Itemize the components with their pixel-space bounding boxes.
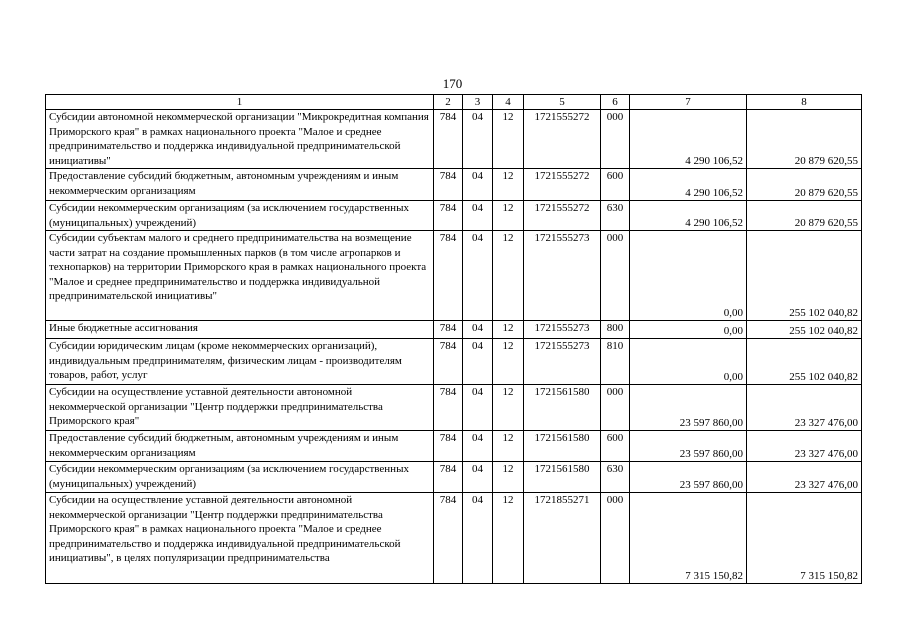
header-cell: 8 xyxy=(747,95,862,110)
row-name: Субсидии юридическим лицам (кроме некоммерческих организаций), индивидуальным предпринимателям, физическим лицам - производителям товаров, работ, услуг xyxy=(46,339,434,385)
row-col8: 20 879 620,55 xyxy=(747,169,862,201)
row-col2: 784 xyxy=(434,493,463,584)
row-col3: 04 xyxy=(463,385,493,431)
row-col2: 784 xyxy=(434,321,463,339)
table-row xyxy=(46,431,862,462)
row-col7: 7 315 150,82 xyxy=(630,493,747,584)
table-row xyxy=(46,110,862,169)
row-col2: 784 xyxy=(434,110,463,169)
row-col7: 0,00 xyxy=(630,339,747,385)
table-header-row xyxy=(46,95,862,110)
row-col8: 20 879 620,55 xyxy=(747,110,862,169)
row-col4: 12 xyxy=(493,385,524,431)
row-col5: 1721555272 xyxy=(524,169,601,201)
row-col4: 12 xyxy=(493,321,524,339)
row-col7: 4 290 106,52 xyxy=(630,201,747,231)
row-col6: 630 xyxy=(601,201,630,231)
row-col3: 04 xyxy=(463,339,493,385)
table-row xyxy=(46,201,862,231)
row-col7: 0,00 xyxy=(630,321,747,339)
row-col4: 12 xyxy=(493,169,524,201)
row-col8: 255 102 040,82 xyxy=(747,231,862,321)
row-col3: 04 xyxy=(463,110,493,169)
budget-table xyxy=(45,94,862,584)
table-row xyxy=(46,385,862,431)
table-row xyxy=(46,231,862,321)
row-name: Субсидии автономной некоммерческой организации "Микрокредитная компания Приморского края" в рамках национального проекта "Малое и среднее предпринимательство и поддержка индивидуальной предпринимательской инициативы" xyxy=(46,110,434,169)
row-col6: 630 xyxy=(601,462,630,493)
row-col8: 20 879 620,55 xyxy=(747,201,862,231)
table-row xyxy=(46,339,862,385)
row-col7: 23 597 860,00 xyxy=(630,462,747,493)
row-name: Субсидии некоммерческим организациям (за исключением государственных (муниципальных) учреждений) xyxy=(46,201,434,231)
row-col5: 1721555272 xyxy=(524,201,601,231)
row-col8: 7 315 150,82 xyxy=(747,493,862,584)
row-col7: 4 290 106,52 xyxy=(630,110,747,169)
row-col6: 000 xyxy=(601,385,630,431)
row-col5: 1721555273 xyxy=(524,231,601,321)
header-cell: 6 xyxy=(601,95,630,110)
row-col6: 000 xyxy=(601,110,630,169)
row-col4: 12 xyxy=(493,110,524,169)
row-col3: 04 xyxy=(463,169,493,201)
table-row xyxy=(46,321,862,339)
row-name: Предоставление субсидий бюджетным, автономным учреждениям и иным некоммерческим организациям xyxy=(46,431,434,462)
row-col4: 12 xyxy=(493,431,524,462)
row-col2: 784 xyxy=(434,462,463,493)
row-col3: 04 xyxy=(463,201,493,231)
row-name: Субсидии субъектам малого и среднего предпринимательства на возмещение части затрат на создание промышленных парков (в том числе агропарков и технопарков) на территории Приморского края в рамках национального проекта "Малое и среднее предпринимательство и поддержка индивидуальной предпринимательской инициативы" xyxy=(46,231,434,321)
row-col5: 1721555273 xyxy=(524,321,601,339)
table-row xyxy=(46,493,862,584)
row-col7: 4 290 106,52 xyxy=(630,169,747,201)
header-cell: 7 xyxy=(630,95,747,110)
row-col6: 600 xyxy=(601,169,630,201)
row-col8: 23 327 476,00 xyxy=(747,385,862,431)
header-cell: 4 xyxy=(493,95,524,110)
row-name: Предоставление субсидий бюджетным, автономным учреждениям и иным некоммерческим организациям xyxy=(46,169,434,201)
row-col7: 23 597 860,00 xyxy=(630,431,747,462)
row-col2: 784 xyxy=(434,231,463,321)
row-col5: 1721561580 xyxy=(524,462,601,493)
row-col3: 04 xyxy=(463,431,493,462)
row-col4: 12 xyxy=(493,339,524,385)
row-col2: 784 xyxy=(434,431,463,462)
row-col6: 000 xyxy=(601,493,630,584)
row-col8: 23 327 476,00 xyxy=(747,431,862,462)
row-name: Субсидии на осуществление уставной деятельности автономной некоммерческой организации "Центр поддержки предпринимательства Приморского края" в рамках национального проекта "Малое и среднее предпринимательство и поддержка индивидуальной предпринимательской инициативы", в целях популяризации предпринимательства xyxy=(46,493,434,584)
table-row xyxy=(46,462,862,493)
row-col6: 000 xyxy=(601,231,630,321)
row-col2: 784 xyxy=(434,169,463,201)
row-col5: 1721561580 xyxy=(524,431,601,462)
row-col2: 784 xyxy=(434,339,463,385)
row-name: Субсидии на осуществление уставной деятельности автономной некоммерческой организации "Центр поддержки предпринимательства Приморского края" xyxy=(46,385,434,431)
header-cell: 1 xyxy=(46,95,434,110)
row-col8: 255 102 040,82 xyxy=(747,321,862,339)
row-col5: 1721855271 xyxy=(524,493,601,584)
row-col6: 600 xyxy=(601,431,630,462)
row-col3: 04 xyxy=(463,493,493,584)
header-cell: 5 xyxy=(524,95,601,110)
row-col5: 1721555273 xyxy=(524,339,601,385)
row-col2: 784 xyxy=(434,201,463,231)
row-col5: 1721555272 xyxy=(524,110,601,169)
row-col4: 12 xyxy=(493,231,524,321)
row-col3: 04 xyxy=(463,231,493,321)
row-col4: 12 xyxy=(493,201,524,231)
row-col7: 0,00 xyxy=(630,231,747,321)
row-col4: 12 xyxy=(493,493,524,584)
row-col6: 800 xyxy=(601,321,630,339)
row-col7: 23 597 860,00 xyxy=(630,385,747,431)
row-col5: 1721561580 xyxy=(524,385,601,431)
row-col3: 04 xyxy=(463,321,493,339)
row-col8: 23 327 476,00 xyxy=(747,462,862,493)
header-cell: 2 xyxy=(434,95,463,110)
page-number: 170 xyxy=(442,76,463,91)
table-row xyxy=(46,169,862,201)
row-col8: 255 102 040,82 xyxy=(747,339,862,385)
row-col6: 810 xyxy=(601,339,630,385)
row-col2: 784 xyxy=(434,385,463,431)
row-col3: 04 xyxy=(463,462,493,493)
row-name: Иные бюджетные ассигнования xyxy=(46,321,434,339)
row-col4: 12 xyxy=(493,462,524,493)
row-name: Субсидии некоммерческим организациям (за исключением государственных (муниципальных) учреждений) xyxy=(46,462,434,493)
header-cell: 3 xyxy=(463,95,493,110)
